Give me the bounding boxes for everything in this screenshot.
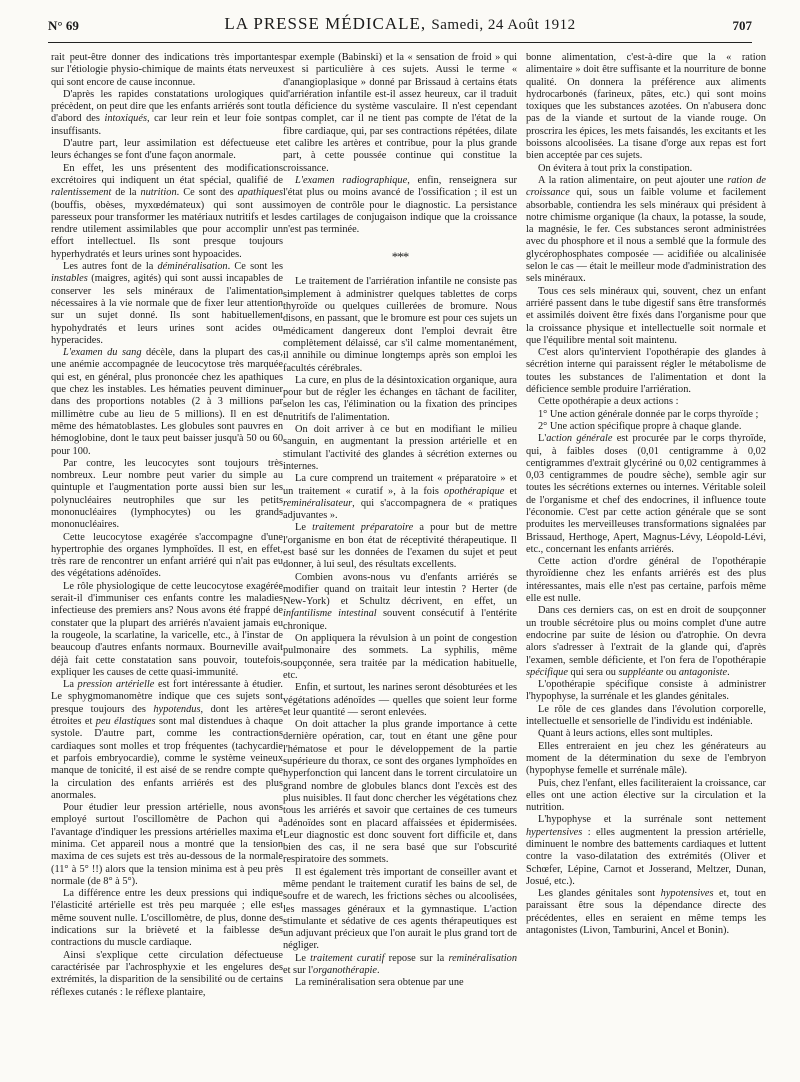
paragraph: On doit arriver à ce but en modifiant le milieu sanguin, en augmentant la pression artérielle et en stimulant l'activité des glandes à sécrétion externes ou internes. [283, 424, 517, 472]
paragraph: L'examen radiographique, enfin, renseignera sur l'état plus ou moins avancé de l'ossification ; il est un moyen de contrôle pour le diagnostic. La persistance des cartilages de conjugaison indique que la croissance n'est pas terminée. [283, 174, 517, 236]
list-item: 1° Une action générale donnée par le corps thyroïde ; [538, 408, 759, 420]
paragraph: Cette opothérapie a deux actions : [538, 396, 679, 408]
paragraph: Le traitement préparatoire a pour but de mettre l'organisme en bon état de réceptivité thérapeutique. Il est basé sur les données de l'examen du sujet et peut donner, à lui seul, des résultats excellents. [283, 522, 517, 571]
paragraph: Elles entreraient en jeu chez les générateurs au moment de la détermination du sexe de l'embryon (hypophyse femelle et surrénale mâle). [526, 740, 766, 777]
page-number: 707 [732, 18, 752, 33]
paragraph: C'est alors qu'intervient l'opothérapie des glandes à sécrétion interne qui paraissent régler le métabolisme de toutes les substances de l'alimentation et dont la déficience semble produire l'arriération. [526, 347, 766, 396]
paragraph: Combien avons-nous vu d'enfants arriérés se modifier quand on traitait leur intestin ? Herter (de New-York) et Schultz décrivent, en effet, un infantilisme intestinal souvent consécutif à l'entérite chronique. [283, 571, 517, 632]
journal-title: LA PRESSE MÉDICALE, [224, 14, 427, 33]
paragraph: Le rôle de ces glandes dans l'évolution corporelle, intellectuelle et sensorielle de l'individu est indéniable. [526, 703, 766, 728]
paragraph: Quant à leurs actions, elles sont multiples. [538, 728, 713, 740]
paragraph: D'autre part, leur assimilation est défectueuse et leurs échanges se font d'une façon anormale. [51, 138, 283, 162]
paragraph: Le traitement de l'arriération infantile ne consiste pas simplement à administrer quelques tablettes de corps thyroïde ou quelques cuillerées de bromure. Nous disons, en passant, que le bromure est pour ces sujets un médicament dangereux dont l'emploi devrait être complètement délaissé, car s'il calme momentanément, il annihile ou diminue longtemps après son emploi les facultés cérébrales. [283, 276, 517, 374]
paragraph: D'après les rapides constatations urologiques qui précèdent, on peut dire que les enfants arriérés sont tout d'abord des intoxiqués, car leur rein et leur foie sont insuffisants. [51, 88, 283, 137]
masthead [48, 14, 752, 34]
paragraph: La cure, en plus de la désintoxication organique, aura pour but de régler les échanges en tâchant de faciliter, selon les cas, l'élimination ou la fixation des principes nutritifs de l'alimentation. [283, 374, 517, 423]
paragraph: L'hypophyse et la surrénale sont nettement hypertensives : elles augmentent la pression artérielle, diminuent le nombre des battements cardiaques et luttent contre la vaso-dilatation des extrémités (Oliver et Schœfer, Lépine, Carnot et Josserand, Meltzer, Dunan, Josué, etc.). [526, 814, 766, 887]
paragraph: On évitera à tout prix la constipation. [538, 162, 693, 174]
issue-date: Samedi, 24 Août 1912 [431, 17, 576, 33]
paragraph: Le traitement curatif repose sur la reminéralisation et sur l'organothérapie. [283, 952, 517, 977]
paragraph: La différence entre les deux pressions qui indique l'élasticité artérielle est très peu marquée ; elle est même souvent nulle. L'oscillomètre, de plus, donne des indications sur la brièveté et la faiblesse des contractions du muscle cardiaque. [51, 888, 283, 949]
column-1 [51, 52, 283, 1072]
paragraph: Tous ces sels minéraux qui, souvent, chez un enfant arriéré passent dans le tube digestif sans être transformés et assimilés doivent être fixés dans l'organisme pour que la croissance physique et intellectuelle soit normale et que l'équilibre mental soit maintenu. [526, 285, 766, 346]
paragraph: En effet, les uns présentent des modifications excrétoires qui indiquent un état spécial, qualifié de ralentissement de la nutrition. Ce sont des apathiques (bouffis, obèses, myxœdémateux) qui sont aussi paresseux pour transformer les matériaux nutritifs et les rendre utilement assimilables que pour accomplir un effort intellectuel. Ils sont presque toujours hyperhydratés et leurs urines sont hypoacides. [51, 162, 283, 260]
paragraph: bonne alimentation, c'est-à-dire que la « ration alimentaire » doit être suffisante et la nourriture de bonne qualité. On donnera la préférence aux aliments hydrocarbonés (farineux, pâtes, etc.) qui sont moins toxiques que les substances azotées. On n'abusera donc pas de la viande et surtout de la viande rouge. On proscrira les épices, les mets faisandés, les excitants et les boissons alcoolisées. La tisane d'orge aux repas est fort bien acceptée par ces sujets. [526, 52, 766, 162]
section-separator: *** [391, 249, 409, 265]
paragraph: L'action générale est procurée par le corps thyroïde, qui, à faibles doses (0,01 centigramme à 0,02 centigrammes d'extrait glycériné ou 0,02 centigrammes à 0,03 centigrammes de poudre sèche), semble agir sur toutes les sécrétions externes ou internes. Véritable soleil de l'organisme et chef des endocrines, il influence toute l'économie. C'est par cette action générale que se sont produites les merveilleuses transformations signalées par Brissaud, Herthoge, Apert, Magnus-Lévy, Léopold-Lévi, etc., concernant les enfants arriérés. [526, 433, 766, 555]
paragraph: Ainsi s'explique cette circulation défectueuse caractérisée par l'achrosphyxie et les engelures des extrémités, la disparition de la sensibilité ou de certains réflexes cutanés : le réflexe plantaire, [51, 949, 283, 998]
paragraph: Les glandes génitales sont hypotensives et, tout en paraissant être sous la dépendance directe des précédentes, elles en seraient en même temps les antagonistes (Livon, Tamburini, Ancel et Bonin). [526, 888, 766, 937]
page-header [48, 12, 752, 43]
paragraph: La reminéralisation sera obtenue par une [295, 977, 464, 989]
paragraph: rait peut-être donner des indications très importantes sur l'étiologie physio-chimique de maints états nerveux qui sont encore de cause inconnue. [51, 52, 283, 88]
paragraph: Enfin, et surtout, les narines seront désobturées et les végétations adénoïdes — quelles que soient leur forme et leur quantité — seront enlevées. [283, 682, 517, 718]
paragraph: Cette leucocytose exagérée s'accompagne d'une hypertrophie des organes lymphoïdes. Il est, en effet, très rare de rencontrer un enfant arriéré qui n'ait pas eu des végétations adénoïdes. [51, 531, 283, 580]
paragraph: Par contre, les leucocytes sont toujours très nombreux. Leur nombre peut varier du simple au quintuple et l'augmentation porte aussi bien sur les polynucléaires neutrophiles que sur les petits mononucléaires (lymphocytes) ou les grands mononucléaires. [51, 457, 283, 531]
column-3 [526, 52, 766, 1072]
issue-number: N° 69 [48, 18, 79, 33]
paragraph: Pour étudier leur pression artérielle, nous avons employé surtout l'oscillomètre de Pachon qui a l'avantage d'indiquer les pressions artérielles maxima et minima. Cet appareil nous a montré que la tension maxima de ces sujets est très au-dessous de la normale (11° à 5° !!) alors que la tension minima est à peu près normale (de 8° à 5°). [51, 802, 283, 887]
paragraph: Les autres font de la déminéralisation. Ce sont les instables (maigres, agités) qui sont aussi incapables de conserver les sels minéraux de l'alimentation nécessaires à la vie normale que de fixer leur attention sur un sujet donné. Ils sont habituellement hypohydratés et leurs urines sont acides ou hyperacides. [51, 261, 283, 346]
column-2 [283, 52, 517, 1072]
paragraph: La pression artérielle est fort intéressante à étudier. Le sphygmomanomètre indique que ces sujets sont presque toujours des hypotendus, dont les artères étroites et peu élastiques sont mal distendues à chaque systole. D'autre part, comme les contractions cardiaques sont molles et trop fréquentes (tachycardie et parfois embryocardie), comme le système veineux manque de tonicité, il est aisé de se rendre compte que la circulation des enfants arriérés est des plus anormales. [51, 679, 283, 801]
paragraph: A la ration alimentaire, on peut ajouter une ration de croissance qui, sous un faible volume et facilement absorbable, contiendra les sels minéraux qui président à notre chimisme organique (la chaux, la potasse, la soude, la magnésie, le fer. Ces substances seront administrées avec du phosphore et il nous a semblé que la formule des glycérophosphates composée — acidifiée ou alcalinisée selon le cas — était le meilleur mode d'administration des sels minéraux. [526, 174, 766, 285]
paragraph: L'opothérapie spécifique consiste à administrer l'hypophyse, la surrénale et les glandes génitales. [526, 679, 766, 703]
paragraph: Cette action d'ordre général de l'opothérapie thyroïdienne chez les enfants arriérés est des plus intéressantes, mais elle n'est pas certaine, parfois même elle est nulle. [526, 556, 766, 605]
list-item: 2° Une action spécifique propre à chaque glande. [538, 420, 742, 432]
paragraph: La cure comprend un traitement « préparatoire » et un traitement « curatif », à la fois opothérapique et reminéralisateur, qui s'accompagnera de « pratiques adjuvantes ». [283, 473, 517, 522]
paragraph: Il est également très important de conseiller avant et même pendant le traitement curatif les bains de sel, de soufre et de warech, les frictions sèches ou alcoolisées, les massages généraux et la gymnastique. L'action stimulante et sédative de ces agents thérapeutiques est un adjuvant précieux que l'on aurait le plus grand tort de négliger. [283, 866, 517, 952]
paragraph: On doit attacher la plus grande importance à cette dernière opération, car, tout en étant une gêne pour l'hématose et pour le développement de la partie supérieure du thorax, ce sont des organes lymphoïdes en hyperfonction qui lancent dans le torrent circulatoire un grand nombre de globules blancs dont l'excès est des plus nuisibles. Il faut donc chercher les végétations chez tous les arriérés et savoir que certaines de ces tumeurs adénoïdes sont en placard affaissées et épidermisées. Leur diagnostic est donc souvent fort difficile et, dans bien des cas, il ne sera basé que sur l'obscurité respiratoire des sommets. [283, 719, 517, 866]
paragraph: On appliquera la révulsion à un point de congestion pulmonaire des sommets. La syphilis, même soupçonnée, sera traitée par la médication habituelle, etc. [283, 633, 517, 681]
paragraph: Dans ces derniers cas, on est en droit de soupçonner un trouble sécrétoire plus ou moins complet d'une autre endocrine par suite de lésion ou d'atrophie. On devra alors s'adresser à l'extrait de la glande qui, d'après l'examen, semble déficiente, et l'on fera de l'opothérapie spécifique qui sera ou suppléante ou antagoniste. [526, 605, 766, 678]
paragraph: Puis, chez l'enfant, elles faciliteraient la croissance, car elles ont une action élective sur la circulation et la nutrition. [526, 777, 766, 814]
paragraph: Le rôle physiologique de cette leucocytose exagérée serait-il d'immuniser ces enfants contre les maladies infectieuse des premiers ans? Nous avons été frappé de constater que la plupart des arriérés n'avaient jamais eu la rougeole, la scarlatine, la varicelle, etc., à l'instar de beaucoup d'autres enfants normaux. Bourneville avait déjà fait cette constatation sans pouvoir, toutefois, expliquer les causes de cette quasi-immunité. [51, 580, 283, 678]
paragraph: L'examen du sang décèle, dans la plupart des cas, une anémie accompagnée de leucocytose très marquée qui est, en général, plus prononcée chez les apathiques que chez les instables. Les hématies peuvent diminuer dans des proportions notables (2 à 3 millions par millimètre cube au lieu de 5 millions). Il en est de même des hématoblastes. Les globules sont pauvres en hémoglobine, dont le taux peut baisser jusqu'à 50 ou 60 pour 100. [51, 347, 283, 457]
paragraph: par exemple (Babinski) et la « sensation de froid » qui est si particulière à ces sujets. Aussi le terme « d'anangioplasique » donné par Brissaud à certains états d'arriération infantile est-il assez heureux, car il traduit la déficience du système vasculaire. Il n'est cependant pas complet, car il ne tient pas compte de l'état de la fibre cardiaque, qui, par ses contractions répétées, dilate et calibre les artères et contribue, pour la plus grande part, à cette poussée continue qui constitue la croissance. [283, 52, 517, 174]
